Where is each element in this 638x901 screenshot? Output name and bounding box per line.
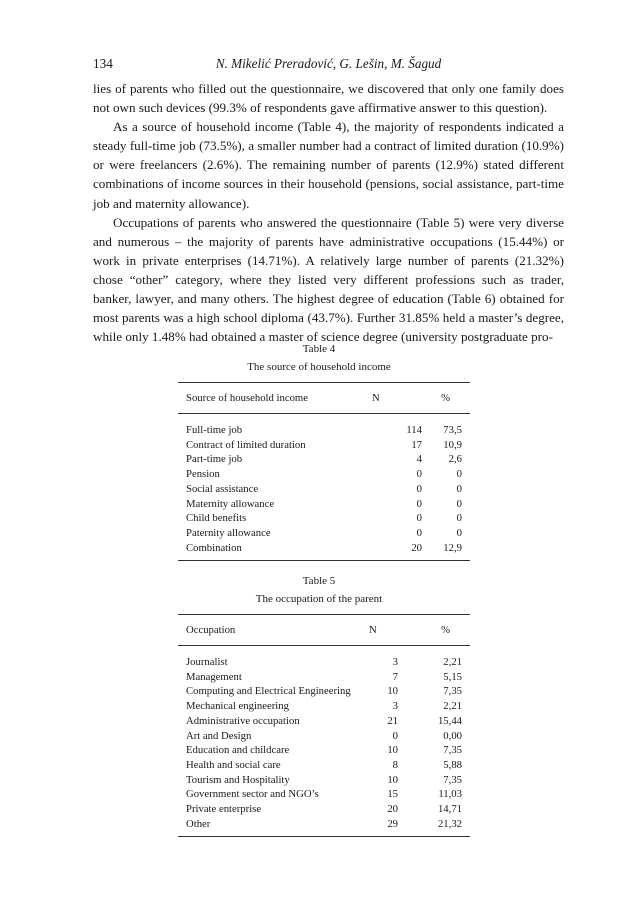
table-header-row bbox=[178, 615, 470, 646]
row-count: 3 bbox=[392, 656, 398, 668]
row-percent: 12,9 bbox=[422, 541, 470, 561]
row-percent: 2,6 bbox=[448, 453, 462, 466]
column-header: % bbox=[422, 383, 470, 414]
row-label: Social assistance bbox=[186, 482, 259, 495]
row-count: 10 bbox=[387, 744, 398, 757]
row-percent: 0,00 bbox=[443, 729, 462, 742]
row-label: Full-time job bbox=[186, 424, 243, 436]
table-row bbox=[178, 714, 470, 729]
row-percent: 73,5 bbox=[443, 424, 462, 436]
row-label: Pension bbox=[186, 468, 220, 481]
table-row bbox=[178, 787, 470, 802]
row-label: Other bbox=[178, 817, 362, 837]
row-percent: 5,88 bbox=[443, 758, 462, 771]
row-count: 0 bbox=[416, 482, 422, 495]
row-label: Private enterprise bbox=[186, 803, 262, 816]
row-label: Art and Design bbox=[186, 729, 252, 742]
table-label: Table 4 bbox=[302, 343, 336, 355]
table-row bbox=[178, 482, 470, 497]
row-percent: 11,03 bbox=[438, 788, 462, 801]
row-label: Child benefits bbox=[186, 512, 247, 525]
row-count: 21 bbox=[387, 714, 398, 727]
table-row bbox=[178, 743, 470, 758]
row-label: Education and childcare bbox=[186, 744, 290, 757]
row-count: 0 bbox=[392, 729, 398, 742]
row-count: 8 bbox=[392, 758, 398, 771]
row-count: 0 bbox=[416, 512, 422, 525]
column-header: % bbox=[398, 615, 470, 646]
row-label: Computing and Electrical Engineering bbox=[186, 685, 351, 698]
row-label: Maternity allowance bbox=[186, 497, 275, 510]
table-row bbox=[178, 646, 470, 670]
row-count: 15 bbox=[387, 788, 398, 801]
row-count: 10 bbox=[387, 773, 398, 786]
row-percent: 15,44 bbox=[437, 714, 462, 727]
table-title: The source of household income bbox=[247, 361, 391, 373]
row-count: 20 bbox=[354, 541, 422, 561]
row-percent: 5,15 bbox=[443, 670, 462, 683]
column-header: Source of household income bbox=[178, 383, 354, 414]
row-percent: 10,9 bbox=[443, 438, 462, 451]
column-header: N bbox=[362, 615, 398, 646]
row-percent: 0 bbox=[456, 468, 462, 481]
row-count: 0 bbox=[416, 468, 422, 481]
table-row bbox=[178, 684, 470, 699]
row-label: Contract of limited duration bbox=[186, 438, 306, 451]
table-row bbox=[178, 699, 470, 714]
row-count: 7 bbox=[392, 670, 398, 683]
table-row bbox=[178, 541, 470, 561]
row-percent: 2,21 bbox=[443, 700, 462, 713]
row-percent: 7,35 bbox=[443, 685, 462, 698]
row-percent: 0 bbox=[456, 526, 462, 539]
table-title: The occupation of the parent bbox=[255, 593, 383, 605]
row-label: Administrative occupation bbox=[186, 714, 300, 727]
table-4 bbox=[178, 382, 470, 561]
row-count: 0 bbox=[416, 497, 422, 510]
row-label: Management bbox=[186, 670, 242, 683]
paragraph: lies of parents who filled out the questionnaire, we discovered that only one family does not own such devices (99.3% of respondents gave affirmative answer to this question). bbox=[93, 81, 564, 116]
row-label: Mechanical engineering bbox=[186, 700, 289, 713]
table-5 bbox=[178, 614, 470, 837]
row-label: Tourism and Hospitality bbox=[186, 773, 290, 786]
row-percent: 2,21 bbox=[443, 656, 462, 668]
table-row bbox=[178, 802, 470, 817]
row-label: Journalist bbox=[186, 656, 228, 668]
row-count: 10 bbox=[387, 685, 398, 698]
table-label: Table 5 bbox=[302, 575, 336, 587]
row-percent: 21,32 bbox=[398, 817, 470, 837]
column-header: N bbox=[354, 383, 422, 414]
row-percent: 0 bbox=[456, 512, 462, 525]
table-5-caption bbox=[0, 572, 638, 608]
row-count: 3 bbox=[392, 700, 398, 713]
row-percent: 0 bbox=[456, 482, 462, 495]
row-label: Health and social care bbox=[186, 758, 281, 771]
row-count: 20 bbox=[387, 803, 398, 816]
running-header bbox=[93, 56, 564, 74]
table-row bbox=[178, 773, 470, 788]
column-header: Occupation bbox=[178, 615, 362, 646]
paragraph: As a source of household income (Table 4), the majority of respondents indicated a steady full-time job (73.5%), a smaller number had a contract of limited duration (10.9%) or were freelancers (2.6%). The remaining number of parents (12.9%) stated different combinations of income sources in their household (pensions, social assistance, part-time job and maternity allowance). bbox=[93, 119, 564, 211]
table-row bbox=[178, 729, 470, 744]
row-count: 114 bbox=[406, 424, 422, 436]
page-number: 134 bbox=[93, 56, 113, 71]
table-row bbox=[178, 670, 470, 685]
paragraph: Occupations of parents who answered the questionnaire (Table 5) were very diverse and numerous – the majority of parents have administrative occupations (15.44%) or work in private enterprises (14.71%). A relatively large number of parents (21.32%) chose “other” category, where they listed very different professions such as trader, banker, lawyer, and many others. The highest degree of education (Table 6) obtained for most parents was a high school diploma (43.7%). Further 31.85% held a master’s degree, while only 1.48% had obtained a master of science degree (university postgraduate pro- bbox=[93, 214, 564, 345]
table-header-row bbox=[178, 383, 470, 414]
row-count: 17 bbox=[411, 438, 422, 451]
row-count: 29 bbox=[362, 817, 398, 837]
table-row bbox=[178, 511, 470, 526]
body-text bbox=[93, 79, 564, 346]
table-row bbox=[178, 817, 470, 837]
row-percent: 7,35 bbox=[443, 744, 462, 757]
table-4-caption bbox=[0, 340, 638, 376]
row-percent: 7,35 bbox=[443, 773, 462, 786]
row-label: Combination bbox=[178, 541, 354, 561]
row-percent: 0 bbox=[456, 497, 462, 510]
row-label: Part-time job bbox=[186, 453, 243, 466]
row-label: Government sector and NGO’s bbox=[186, 788, 319, 801]
table-row bbox=[178, 497, 470, 512]
table-row bbox=[178, 467, 470, 482]
running-header-authors: N. Mikelić Preradović, G. Lešin, M. Šagud bbox=[215, 56, 442, 71]
table-row bbox=[178, 438, 470, 453]
row-percent: 14,71 bbox=[437, 803, 462, 816]
row-count: 0 bbox=[416, 526, 422, 539]
table-row bbox=[178, 414, 470, 438]
row-label: Paternity allowance bbox=[186, 526, 271, 539]
row-count: 4 bbox=[416, 453, 422, 466]
table-row bbox=[178, 526, 470, 541]
table-row bbox=[178, 758, 470, 773]
table-row bbox=[178, 452, 470, 467]
